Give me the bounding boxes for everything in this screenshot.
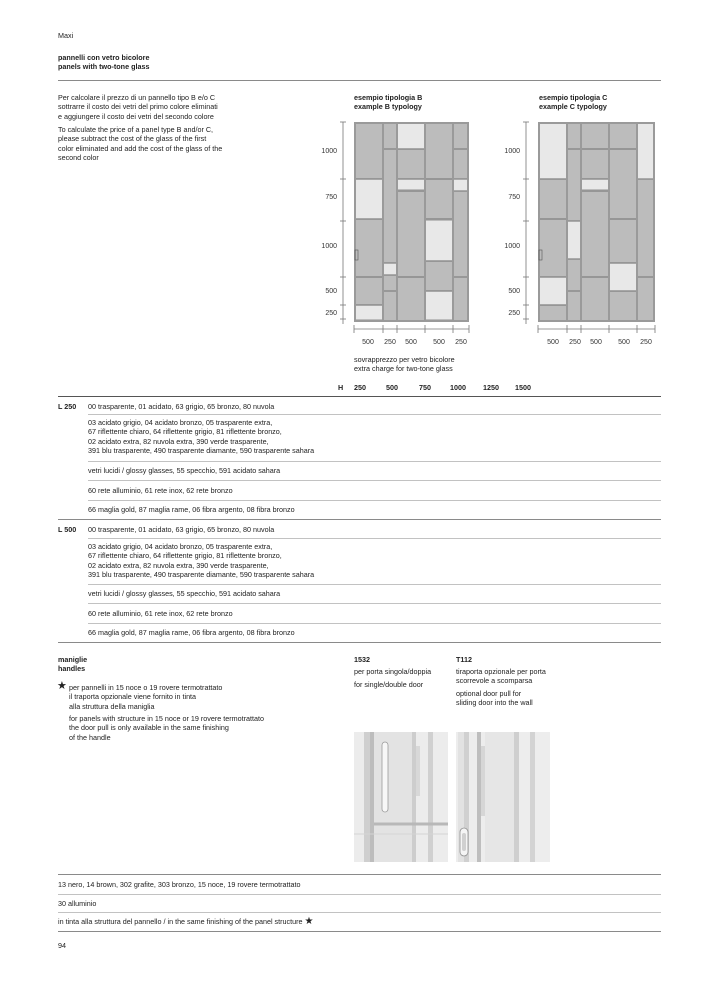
c-height-label: 750 bbox=[508, 194, 520, 201]
glass-row: 60 rete alluminio, 61 rete inox, 62 rete bronzo bbox=[88, 486, 233, 495]
handle-t112-photo bbox=[456, 732, 550, 862]
group-label: L 250 bbox=[58, 402, 77, 411]
page-title: Maxi bbox=[58, 31, 74, 40]
c-width-label: 500 bbox=[590, 339, 602, 346]
handle-1532-desc-it: per porta singola/doppia bbox=[354, 667, 432, 676]
b-width-label: 500 bbox=[405, 339, 417, 346]
b-height-label: 1000 bbox=[321, 243, 337, 250]
finish-row: in tinta alla struttura del pannello / in the same finishing of the panel structure ★ bbox=[58, 916, 314, 927]
handles-note-it: per pannelli in 15 noce o 19 rovere termotrattato il traporta opzionale viene fornito in tinta alla struttura della maniglia bbox=[69, 683, 223, 711]
b-height-label: 750 bbox=[325, 194, 337, 201]
b-width-label: 500 bbox=[362, 339, 374, 346]
handle-t112-desc-en: optional door pull for sliding door into the wall bbox=[456, 689, 533, 708]
surcharge-label-en: extra charge for two-tone glass bbox=[354, 364, 453, 373]
c-width-label: 250 bbox=[569, 339, 581, 346]
star-icon: ★ bbox=[304, 916, 314, 927]
group-label: L 500 bbox=[58, 525, 77, 534]
c-height-label: 250 bbox=[508, 310, 520, 317]
glass-row: 66 maglia gold, 87 maglia rame, 06 fibra argento, 08 fibra bronzo bbox=[88, 628, 295, 637]
c-height-label: 1000 bbox=[504, 148, 520, 155]
intro-en: To calculate the price of a panel type B and/or C, please subtract the cost of the glass of the first color eliminated and add the cost of the glass of the second color bbox=[58, 125, 223, 162]
c-height-label: 1000 bbox=[504, 243, 520, 250]
finish-row: 30 alluminio bbox=[58, 899, 97, 908]
b-width-label: 500 bbox=[433, 339, 445, 346]
diagram-c bbox=[504, 122, 655, 346]
glass-row: 00 trasparente, 01 acidato, 63 grigio, 65 bronzo, 80 nuvola bbox=[88, 402, 275, 411]
handle-1532-desc-en: for single/double door bbox=[354, 680, 424, 689]
table-header-divider bbox=[58, 396, 661, 397]
handle-t112-code: T112 bbox=[456, 655, 472, 664]
handle-t112-desc-it: tiraporta opzionale per porta scorrevole a scomparsa bbox=[456, 667, 546, 686]
diagram-b bbox=[321, 122, 469, 346]
handles-note-en: for panels with structure in 15 noce or 19 rovere termotrattato the door pull is only available in the same finishing of the handle bbox=[69, 714, 264, 742]
glass-row: 66 maglia gold, 87 maglia rame, 06 fibra argento, 08 fibra bronzo bbox=[88, 505, 295, 514]
handles-title-en: handles bbox=[58, 664, 86, 673]
h-value: 250 bbox=[354, 383, 366, 392]
surcharge-label-it: sovrapprezzo per vetro bicolore bbox=[354, 355, 455, 364]
h-value: 750 bbox=[419, 383, 431, 392]
panel-diagrams bbox=[300, 110, 680, 355]
handle-1532-photo bbox=[354, 732, 448, 862]
handle-photos bbox=[354, 732, 550, 862]
b-width-label: 250 bbox=[384, 339, 396, 346]
star-icon: ★ bbox=[57, 680, 67, 692]
b-height-label: 500 bbox=[325, 288, 337, 295]
glass-row: vetri lucidi / glossy glasses, 55 specchio, 591 acidato sahara bbox=[88, 466, 281, 475]
b-height-label: 1000 bbox=[321, 148, 337, 155]
glass-row: 00 trasparente, 01 acidato, 63 grigio, 65 bronzo, 80 nuvola bbox=[88, 525, 275, 534]
h-value: 1000 bbox=[450, 383, 466, 392]
header-divider bbox=[58, 80, 661, 81]
section-title-it: pannelli con vetro bicolore bbox=[58, 53, 150, 62]
h-value: 1500 bbox=[515, 383, 531, 392]
intro-it: Per calcolare il prezzo di un pannello tipo B e/o C sottrarre il costo dei vetri del primo colore eliminati e aggiungere il costo dei vetri del secondo colore bbox=[58, 93, 218, 121]
handles-title-it: maniglie bbox=[58, 655, 88, 664]
handle-1532-code: 1532 bbox=[354, 655, 370, 664]
h-value: 1250 bbox=[483, 383, 499, 392]
c-width-label: 500 bbox=[547, 339, 559, 346]
h-label: H bbox=[338, 383, 344, 392]
finish-row: 13 nero, 14 brown, 302 grafite, 303 bronzo, 15 noce, 19 rovere termotrattato bbox=[58, 880, 301, 889]
c-height-label: 500 bbox=[508, 288, 520, 295]
glass-row: 03 acidato grigio, 04 acidato bronzo, 05 trasparente extra, 67 riflettente chiaro, 64 riflettente grigio, 81 riflettente bronzo, 02 acidato extra, 82 nuvola extra, 390 verde trasparente, 391 blu trasparente, 490 trasparente diamante, 590 trasparente sahara bbox=[88, 542, 315, 579]
glass-row: 60 rete alluminio, 61 rete inox, 62 rete bronzo bbox=[88, 609, 233, 618]
b-width-label: 250 bbox=[455, 339, 467, 346]
glass-row: vetri lucidi / glossy glasses, 55 specchio, 591 acidato sahara bbox=[88, 589, 281, 598]
diagram-c-label-it: esempio tipologia C bbox=[539, 93, 608, 102]
diagram-b-label-it: esempio tipologia B bbox=[354, 93, 423, 102]
c-width-label: 250 bbox=[640, 339, 652, 346]
section-title-en: panels with two-tone glass bbox=[58, 62, 150, 71]
diagram-b-label-en: example B typology bbox=[354, 102, 422, 111]
h-value: 500 bbox=[386, 383, 398, 392]
group-divider bbox=[58, 642, 661, 643]
page-number: 94 bbox=[58, 941, 66, 950]
b-height-label: 250 bbox=[325, 310, 337, 317]
diagram-c-label-en: example C typology bbox=[539, 102, 607, 111]
c-width-label: 500 bbox=[618, 339, 630, 346]
glass-row: 03 acidato grigio, 04 acidato bronzo, 05 trasparente extra, 67 riflettente chiaro, 64 riflettente grigio, 81 riflettente bronzo, 02 acidato extra, 82 nuvola extra, 390 verde trasparente, 391 blu trasparente, 490 trasparente diamante, 590 trasparente sahara bbox=[88, 418, 315, 455]
group-divider bbox=[58, 519, 661, 520]
